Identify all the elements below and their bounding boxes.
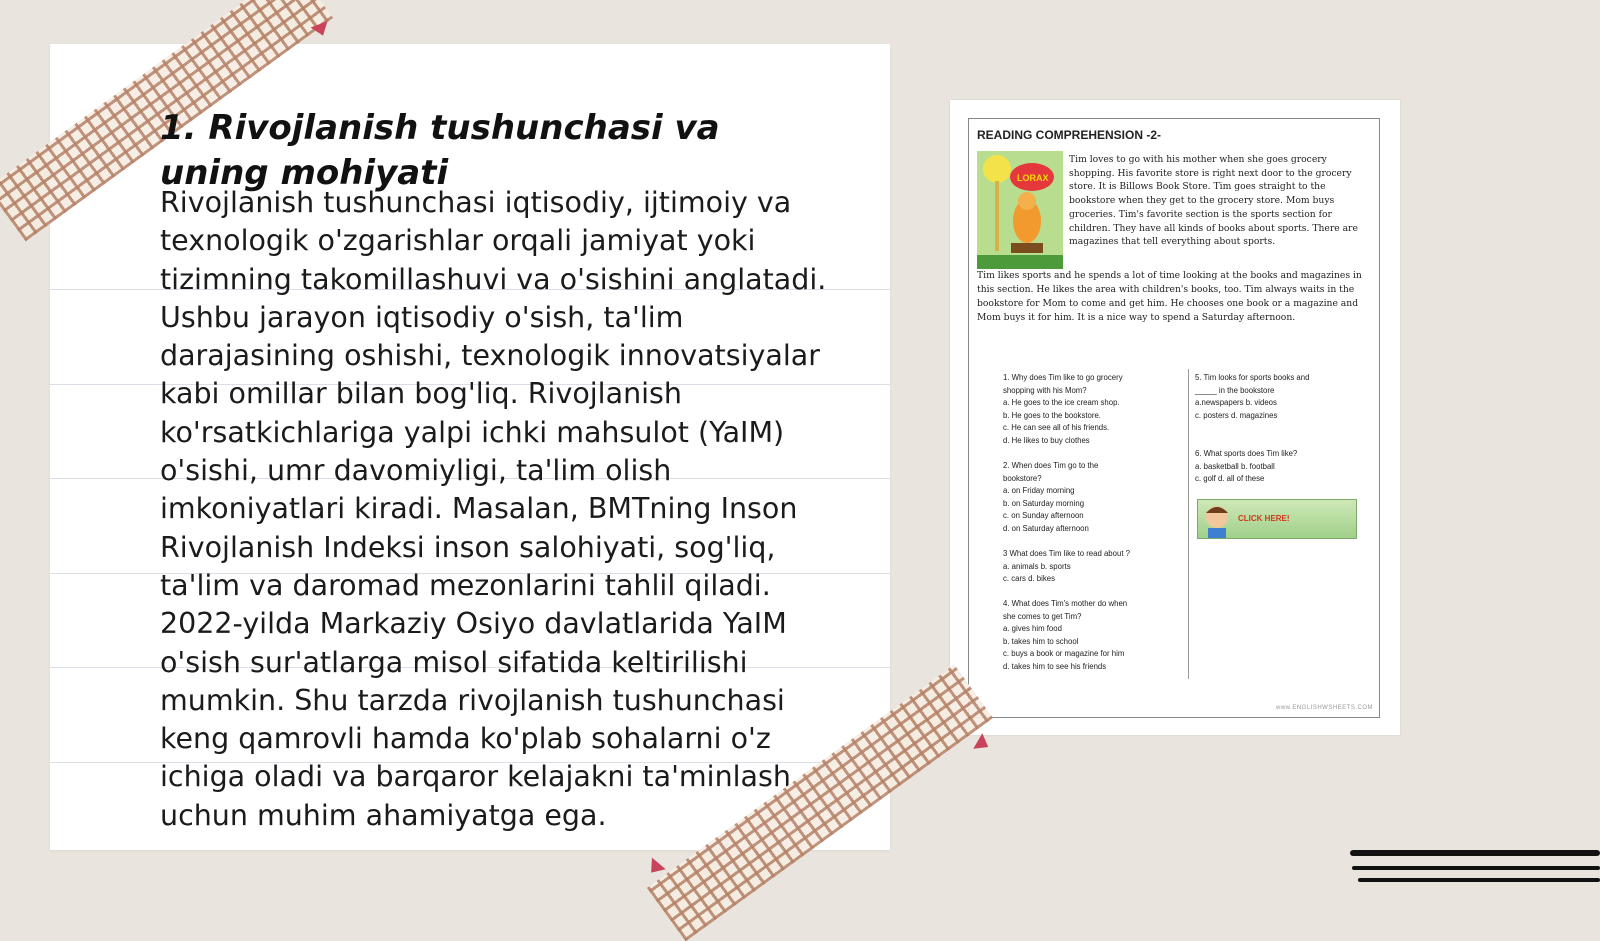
brush-strokes-icon [1358,878,1600,882]
answer-option: c. He can see all of his friends. [1003,423,1110,433]
answer-option: a.newspapers b. videos [1195,398,1277,408]
question-line: 6. What sports does Tim like? [1195,449,1298,458]
question-1 [1003,372,1123,448]
question-line: she comes to get Tim? [1003,611,1082,621]
brush-strokes-icon [1350,850,1600,856]
pin-marker-icon [973,733,992,755]
question-3 [1003,548,1130,586]
question-2 [1003,460,1098,536]
answer-option: b. takes him to school [1003,636,1079,646]
worksheet-image [950,100,1400,735]
worksheet-illustration [977,151,1063,269]
question-4 [1003,598,1127,674]
answer-option: a. He goes to the ice cream shop. [1003,398,1120,408]
answer-option: b. He goes to the bookstore. [1003,410,1101,420]
question-5 [1195,372,1309,422]
question-line: 3 What does Tim like to read about ? [1003,549,1130,558]
answer-option: c. buys a book or magazine for him [1003,649,1125,659]
question-line: shopping with his Mom? [1003,385,1087,395]
question-line: 2. When does Tim go to the [1003,461,1099,470]
answer-option: c. posters d. magazines [1195,410,1278,420]
answer-option: d. takes him to see his friends [1003,661,1107,671]
worksheet-border [968,118,1380,718]
answer-option: a. gives him food [1003,624,1062,634]
answer-option: c. on Sunday afternoon [1003,511,1084,521]
answer-option: d. on Saturday afternoon [1003,523,1089,533]
answer-option: a. basketball b. football [1195,461,1275,471]
answer-option: a. animals b. sports [1003,561,1071,571]
slide-title: 1. Rivojlanish tushunchasi va uning mohiyati [160,108,720,193]
brush-strokes-icon [1352,866,1600,870]
question-line: 4. What does Tim's mother do when [1003,599,1128,608]
worksheet-title: READING COMPREHENSION -2- [977,128,1162,142]
answer-option: c. cars d. bikes [1003,574,1055,584]
answer-option: a. on Friday morning [1003,486,1075,496]
click-here-label: CLICK HERE! [1238,514,1290,523]
question-line: bookstore? [1003,473,1042,483]
question-line: 1. Why does Tim like to go grocery [1003,373,1123,382]
lorax-illustration-icon [977,151,1063,269]
worksheet-paragraph-2: Tim likes sports and he spends a lot of time looking at the books and magazines in this section. He likes the area with children's books, too. Tim always waits in the bookstore for Mom to come and get him. He chooses one book or a magazine and Mom buys it for him. It is a nice way to spend a Saturday afternoon. [977,270,1362,323]
slide-body-text: Rivojlanish tushunchasi iqtisodiy, ijtimoiy va texnologik o'zgarishlar orqali jamiyat yoki tizimning takomillashuvi va o'sishini anglatadi. Ushbu jarayon iqtisodiy o'sish, ta'lim darajasining oshishi, texnologik innovatsiyalar kabi omillar bilan bog'liq. Rivojlanish ko'rsatkichlariga yalpi ichki mahsulot (YaIM) o'sishi, umr davomiyligi, ta'lim olish imkoniyatlari kiradi. Masalan, BMTning Inson Rivojlanish Indeksi inson salohiyati, sog'liq, ta'lim va daromad mezonlarini tahlil qiladi. 2022-yilda Markaziy Osiyo davlatlarida YaIM o'sish sur'atlarga misol sifatida keltirilishi mumkin. Shu tarzda rivojlanish tushunchasi keng qamrovli hamda ko'plab sohalarni o'z ichiga oladi va barqaror kelajakni ta'minlash uchun muhim ahamiyatga ega. [160,186,827,832]
illustration-label: LORAX [1017,173,1049,183]
kid-face-icon [1200,501,1234,539]
question-line: 5. Tim looks for sports books and [1195,373,1310,382]
answer-option: b. on Saturday morning [1003,498,1085,508]
worksheet-footer: www.ENGLISHWSHEETS.COM [1275,705,1373,711]
question-6 [1195,448,1297,486]
answer-option: d. He likes to buy clothes [1003,435,1090,445]
worksheet-paragraph-1: Tim loves to go with his mother when she goes grocery shopping. His favorite store is right next door to the grocery store. It is Billows Book Store. Tim goes straight to the bookstore when they get to the grocery store. Mom buys groceries. Tim's favorite section is the sports section for children. They have all kinds of books about sports. There are magazines that tell everything about sports. [1069,154,1358,248]
worksheet-column-divider [1188,369,1189,679]
answer-option: c. golf d. all of these [1195,474,1265,484]
click-here-banner [1197,499,1357,539]
question-line: _____ in the bookstore [1195,385,1275,395]
